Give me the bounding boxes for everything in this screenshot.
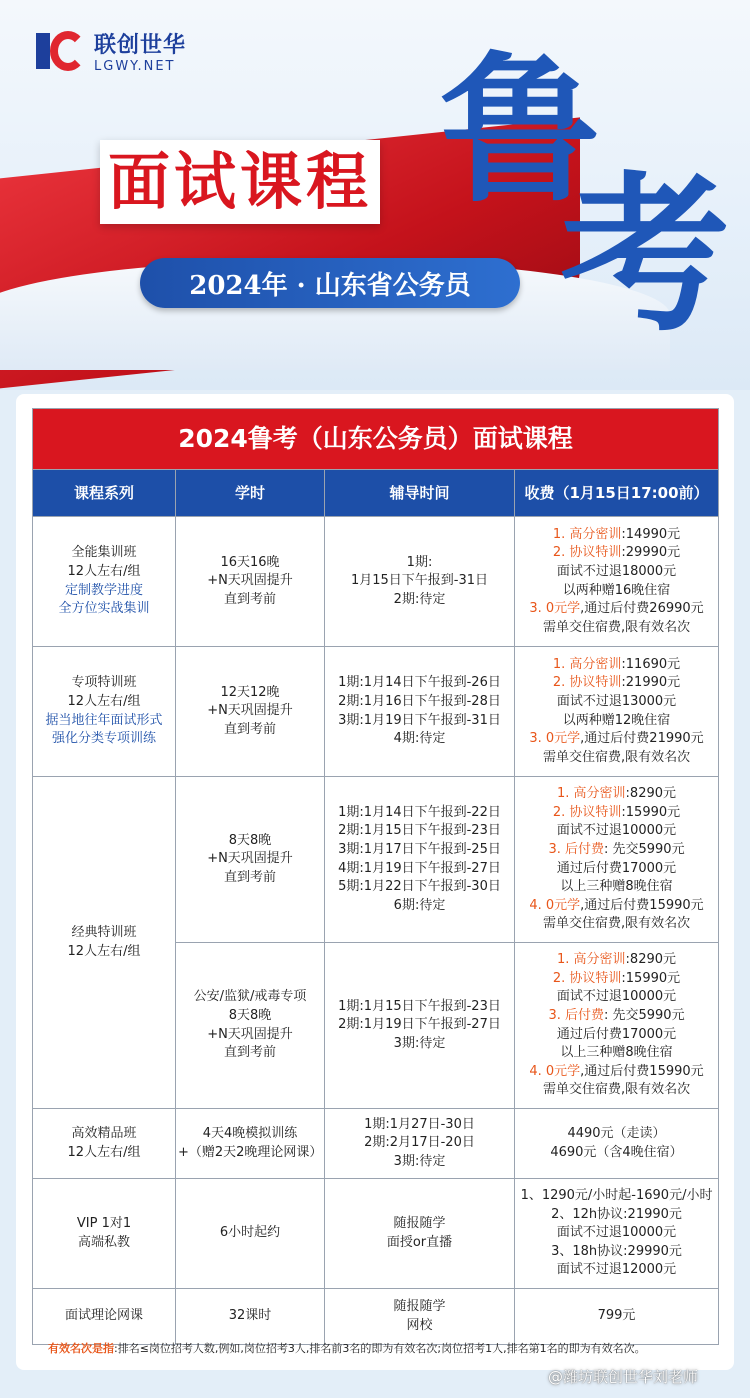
hours-cell — [176, 943, 325, 1109]
table-row — [33, 1109, 719, 1179]
hours-cell — [176, 1179, 325, 1289]
fee-segment: 2. 协议特训 — [552, 675, 622, 691]
schedule-cell — [325, 1109, 515, 1179]
fee-cell — [515, 1179, 719, 1289]
fee-segment: 以上三种赠8晚住宿 — [560, 1045, 673, 1061]
fee-cell — [515, 777, 719, 943]
fee-cell — [515, 517, 719, 647]
fee-segment: 面试不过退12000元 — [556, 1262, 677, 1278]
fee-line — [517, 1063, 716, 1082]
fee-segment: 需单交住宿费,限有效名次 — [542, 749, 691, 765]
hours-cell-line: 直到考前 — [223, 591, 276, 607]
footnote-label: 有效名次是指 — [48, 1342, 114, 1355]
series-cell-line: 全方位实战集训 — [58, 601, 150, 617]
fee-segment: 1. 高分密训 — [557, 952, 626, 968]
fee-line — [517, 1224, 716, 1243]
fee-line — [517, 841, 716, 860]
series-cell-line: 专项特训班 — [71, 675, 137, 691]
fee-cell — [515, 1109, 719, 1179]
hours-cell-line: 8天8晚 — [228, 1007, 272, 1023]
fee-line — [517, 785, 716, 804]
schedule-cell-line: 4期:待定 — [393, 731, 446, 747]
fee-segment: 以两种赠12晚住宿 — [562, 712, 671, 728]
fee-segment: 通过后付费17000元 — [556, 860, 677, 876]
series-cell-line: 高端私教 — [77, 1234, 130, 1250]
fee-line — [517, 878, 716, 897]
hours-cell-line: 直到考前 — [223, 869, 276, 885]
fee-segment: 3. 后付费 — [548, 1007, 604, 1023]
schedule-cell-line: 随报随学 — [393, 1215, 446, 1231]
hero-subtitle: 2024年 · 山东省公务员 — [140, 258, 520, 308]
fee-line — [517, 730, 716, 749]
hours-cell-line: +N天巩固提升 — [207, 703, 293, 719]
fee-segment: : 先交5990元 — [603, 1007, 685, 1023]
schedule-cell-line: 2期:1月15日下午报到-23日 — [338, 823, 501, 839]
hours-cell-line: 12天12晚 — [220, 684, 280, 700]
series-cell-line: 12人左右/组 — [67, 1144, 141, 1160]
schedule-cell — [325, 1179, 515, 1289]
schedule-cell-line: 2期:2月17日-20日 — [364, 1135, 475, 1151]
hours-cell-line: 公安/监狱/戒毒专项 — [193, 989, 307, 1005]
table-title: 2024鲁考（山东公务员）面试课程 — [33, 409, 719, 470]
big-char-lu: 鲁 — [440, 36, 601, 224]
fee-line — [517, 582, 716, 601]
fee-segment: ,通过后付费15990元 — [580, 1063, 704, 1079]
schedule-cell — [325, 777, 515, 943]
fee-line — [517, 822, 716, 841]
fee-line — [517, 1007, 716, 1026]
hours-cell-line: +N天巩固提升 — [207, 573, 293, 589]
hours-cell-line: 6小时起约 — [219, 1225, 281, 1241]
fee-line — [517, 897, 716, 916]
series-cell-line: 12人左右/组 — [67, 563, 141, 579]
series-cell-line: 12人左右/组 — [67, 693, 141, 709]
fee-segment: 需单交住宿费,限有效名次 — [542, 619, 691, 635]
table-row — [33, 1289, 719, 1345]
fee-line — [517, 1261, 716, 1280]
fee-segment: 需单交住宿费,限有效名次 — [542, 1082, 691, 1098]
fee-segment: 2. 协议特训 — [552, 804, 622, 820]
schedule-cell-line: 3期:1月19日下午报到-31日 — [338, 712, 501, 728]
schedule-cell-line: 2期:1月16日下午报到-28日 — [338, 693, 501, 709]
fee-segment: 2、12h协议:21990元 — [551, 1206, 682, 1222]
fee-line — [517, 749, 716, 768]
schedule-cell-line: 4期:1月19日下午报到-27日 — [338, 860, 501, 876]
fee-segment: 3、18h协议:29990元 — [551, 1243, 682, 1259]
schedule-cell — [325, 647, 515, 777]
series-cell-line: 高效精品班 — [71, 1125, 137, 1141]
fee-cell — [515, 943, 719, 1109]
header-hours: 学时 — [176, 470, 325, 517]
fee-segment: 面试不过退18000元 — [556, 563, 677, 579]
series-cell-line: 经典特训班 — [71, 924, 137, 940]
table-row — [33, 647, 719, 777]
hours-cell-line: 直到考前 — [223, 721, 276, 737]
series-cell — [33, 647, 176, 777]
hours-cell-line: 8天8晚 — [228, 832, 272, 848]
header-fees: 收费（1月15日17:00前） — [515, 470, 719, 517]
fee-line — [517, 988, 716, 1007]
hours-cell — [176, 777, 325, 943]
fee-line — [517, 1144, 716, 1163]
schedule-cell-line: 1期:1月14日下午报到-26日 — [338, 675, 501, 691]
hours-cell-line: 4天4晚模拟训练 — [202, 1125, 298, 1141]
hours-cell — [176, 517, 325, 647]
hours-cell-line: 直到考前 — [223, 1045, 276, 1061]
schedule-cell — [325, 943, 515, 1109]
fee-segment: 1. 高分密训 — [557, 786, 626, 802]
fee-segment: :8290元 — [625, 786, 677, 802]
table-row — [33, 777, 719, 943]
table-row — [33, 1179, 719, 1289]
series-cell-line: VIP 1对1 — [76, 1215, 132, 1231]
fee-line — [517, 915, 716, 934]
fee-line — [517, 1307, 716, 1326]
fee-line — [517, 1206, 716, 1225]
schedule-cell-line: 1期:1月14日下午报到-22日 — [338, 804, 501, 820]
fee-line — [517, 1081, 716, 1100]
fee-line — [517, 619, 716, 638]
fee-segment: 面试不过退10000元 — [556, 989, 677, 1005]
schedule-cell-line: 随报随学 — [393, 1298, 446, 1314]
fee-segment: :8290元 — [625, 952, 677, 968]
series-cell-line: 定制教学进度 — [64, 582, 143, 598]
header-schedule: 辅导时间 — [325, 470, 515, 517]
watermark: @潍坊联创世华刘老师 — [548, 1368, 699, 1386]
fee-segment: :14990元 — [621, 526, 681, 542]
fee-segment: 需单交住宿费,限有效名次 — [542, 916, 691, 932]
fee-line — [517, 693, 716, 712]
fee-line — [517, 860, 716, 879]
fee-segment: 4490元（走读） — [567, 1125, 666, 1141]
fee-line — [517, 563, 716, 582]
fee-segment: :11690元 — [621, 656, 681, 672]
footnote — [48, 1340, 646, 1356]
fee-segment: 3. 0元学 — [529, 601, 581, 617]
fee-line — [517, 674, 716, 693]
fee-segment: ,通过后付费26990元 — [580, 601, 704, 617]
series-cell-line: 12人左右/组 — [67, 943, 141, 959]
schedule-cell-line: 5期:1月22日下午报到-30日 — [338, 879, 501, 895]
fee-segment: 3. 0元学 — [529, 731, 581, 747]
fee-line — [517, 1187, 716, 1206]
schedule-cell-line: 3期:待定 — [393, 1035, 446, 1051]
fee-line — [517, 600, 716, 619]
schedule-cell-line: 面授or直播 — [386, 1234, 453, 1250]
fee-line — [517, 1026, 716, 1045]
hours-cell — [176, 647, 325, 777]
hero-banner — [0, 0, 750, 390]
series-cell — [33, 517, 176, 647]
series-cell-line: 强化分类专项训练 — [51, 731, 156, 747]
fee-segment: 2. 协议特训 — [552, 545, 622, 561]
hours-cell-line: +N天巩固提升 — [207, 1026, 293, 1042]
fee-line — [517, 544, 716, 563]
schedule-cell — [325, 517, 515, 647]
hours-cell-line: 32课时 — [228, 1308, 272, 1324]
fee-segment: 1. 高分密训 — [552, 526, 622, 542]
fee-cell — [515, 647, 719, 777]
fee-segment: 2. 协议特训 — [552, 970, 622, 986]
fee-segment: 面试不过退10000元 — [556, 1225, 677, 1241]
fee-line — [517, 970, 716, 989]
brand-logo — [36, 28, 186, 74]
schedule-cell-line: 3期:待定 — [393, 1153, 446, 1169]
series-cell — [33, 1289, 176, 1345]
schedule-cell-line: 1期:1月27日-30日 — [364, 1116, 475, 1132]
brand-name: 联创世华 — [94, 33, 187, 58]
fee-segment: 1、1290元/小时起-1690元/小时 — [520, 1188, 713, 1204]
fee-line — [517, 656, 716, 675]
schedule-cell-line: 1期:1月15日下午报到-23日 — [338, 998, 501, 1014]
fee-line — [517, 526, 716, 545]
brand-url: LGWY.NET — [94, 59, 176, 74]
schedule-cell-line: 2期:1月19日下午报到-27日 — [338, 1017, 501, 1033]
hours-cell-line: +（赠2天2晚理论网课） — [178, 1144, 323, 1160]
course-table — [32, 408, 719, 1345]
fee-segment: 799元 — [597, 1308, 636, 1324]
fee-line — [517, 804, 716, 823]
schedule-cell-line: 1月15日下午报到-31日 — [350, 573, 489, 589]
schedule-cell-line: 6期:待定 — [393, 897, 446, 913]
series-cell-line: 全能集训班 — [71, 545, 137, 561]
header-series: 课程系列 — [33, 470, 176, 517]
series-cell — [33, 777, 176, 1109]
series-cell — [33, 1179, 176, 1289]
footnote-text: :排名≤岗位招考人数,例如,岗位招考3人,排名前3名的即为有效名次;岗位招考1人,排名第1名的即为有效名次。 — [114, 1342, 646, 1355]
fee-line — [517, 951, 716, 970]
fee-line — [517, 1044, 716, 1063]
fee-segment: 1. 高分密训 — [552, 656, 622, 672]
hours-cell — [176, 1109, 325, 1179]
fee-segment: 以上三种赠8晚住宿 — [560, 879, 673, 895]
fee-segment: :21990元 — [621, 675, 681, 691]
series-cell-line: 面试理论网课 — [64, 1308, 143, 1324]
table-row — [33, 517, 719, 647]
schedule-cell-line: 3期:1月17日下午报到-25日 — [338, 841, 501, 857]
fee-segment: :29990元 — [621, 545, 681, 561]
fee-segment: 4. 0元学 — [529, 897, 581, 913]
hero-title: 面试课程 — [100, 140, 380, 224]
fee-segment: 3. 后付费 — [548, 841, 604, 857]
series-cell — [33, 1109, 176, 1179]
fee-line — [517, 1243, 716, 1262]
fee-line — [517, 712, 716, 731]
hours-cell-line: +N天巩固提升 — [207, 851, 293, 867]
fee-cell — [515, 1289, 719, 1345]
fee-segment: : 先交5990元 — [603, 841, 685, 857]
table-body — [33, 517, 719, 1345]
fee-segment: 面试不过退10000元 — [556, 823, 677, 839]
fee-segment: 面试不过退13000元 — [556, 693, 677, 709]
fee-segment: ,通过后付费21990元 — [580, 731, 704, 747]
fee-line — [517, 1125, 716, 1144]
fee-segment: 通过后付费17000元 — [556, 1026, 677, 1042]
schedule-cell — [325, 1289, 515, 1345]
fee-segment: 4. 0元学 — [529, 1063, 581, 1079]
fee-segment: :15990元 — [621, 804, 681, 820]
fee-segment: 4690元（含4晚住宿） — [550, 1144, 683, 1160]
schedule-cell-line: 1期: — [406, 554, 433, 570]
fee-segment: 以两种赠16晚住宿 — [562, 582, 671, 598]
schedule-cell-line: 2期:待定 — [393, 591, 446, 607]
series-cell-line: 据当地往年面试形式 — [45, 712, 163, 728]
schedule-cell-line: 网校 — [406, 1317, 433, 1333]
fee-segment: ,通过后付费15990元 — [580, 897, 704, 913]
logo-icon — [36, 31, 86, 71]
big-char-kao: 考 — [560, 155, 731, 355]
fee-segment: :15990元 — [621, 970, 681, 986]
hours-cell-line: 16天16晚 — [220, 554, 280, 570]
hours-cell — [176, 1289, 325, 1345]
